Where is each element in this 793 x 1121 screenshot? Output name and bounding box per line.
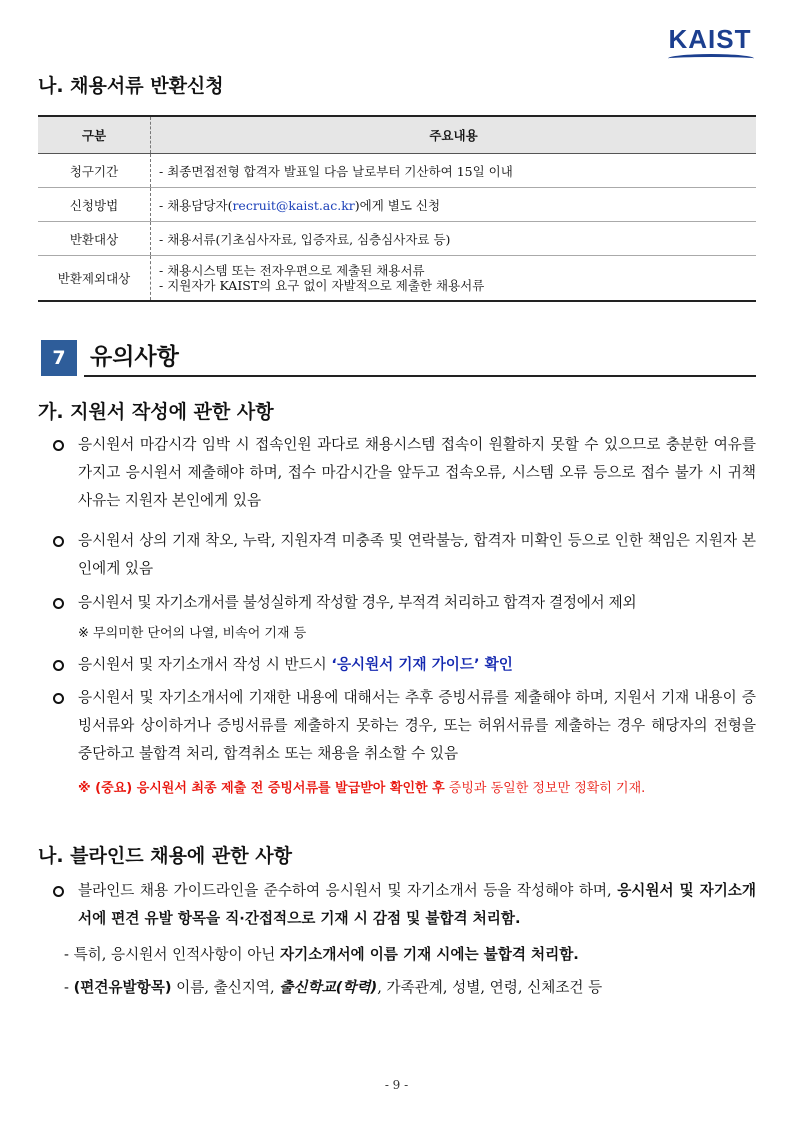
row-content (151, 188, 757, 222)
bias-items-school: 출신학교(학력) (279, 979, 378, 996)
notice-item-evidence: 응시원서 및 자기소개서에 기재한 내용에 대해서는 추후 증빙서류를 제출해야 하며, 지원서 기재 내용이 증빙서류와 상이하거나 증빙서류를 제출하지 못하는 경우, 또는 허위서류를 제출하는 경우 해당자의 전형을 중단하고 불합격 처리, 합격취소 또는 채용을 취소할 수 있음 (78, 689, 756, 762)
row-content-line: - 채용시스템 또는 전자우편으로 제출된 채용서류 (159, 263, 425, 278)
section-divider (84, 375, 756, 377)
row-content-pre: - 채용담당자( (159, 197, 233, 213)
bias-items-label: (편견유발항목) (73, 979, 172, 996)
logo-swoosh (668, 54, 754, 63)
blind-text-bold: 응시원서 및 자기소개서에 편견 유발 항목을 직·간접적으로 기재 시 감점 및 불합격 처리함. (78, 882, 756, 927)
note-insincere-examples: ※ 무의미한 단어의 나열, 비속어 기재 등 (78, 626, 307, 641)
row-content: - 최종면접전형 합격자 발표일 다음 날로부터 기산하여 15일 이내 (151, 154, 757, 188)
notice-item-guide (78, 651, 756, 679)
table-row (38, 154, 756, 188)
row-label: 신청방법 (38, 188, 151, 222)
notice-item-blind (78, 877, 756, 933)
bullet-circle-icon (53, 693, 64, 704)
bullet-circle-icon (53, 598, 64, 609)
guide-text: 응시원서 및 자기소개서 작성 시 반드시 (78, 656, 332, 673)
section-title: 유의사항 (90, 344, 179, 370)
subsection-heading-application: 가. 지원서 작성에 관한 사항 (38, 401, 274, 423)
dash-prefix: - (64, 979, 74, 996)
row-content: - 채용서류(기초심사자료, 입증자료, 심층심사자료 등) (151, 222, 757, 256)
dash-text-bold: 자기소개서에 이름 기재 시에는 불합격 처리함. (280, 946, 579, 963)
bias-items-rest: , 가족관계, 성별, 연령, 신체조건 등 (377, 979, 603, 996)
table-row (38, 188, 756, 222)
row-content-line: - 지원자가 KAIST의 요구 없이 자발적으로 제출한 채용서류 (159, 278, 485, 293)
row-content-post: )에게 별도 신청 (354, 197, 441, 213)
dash-item-self-intro (64, 941, 764, 969)
table-header-row (38, 116, 756, 154)
logo-text: KAIST (668, 24, 752, 54)
table-header-content: 주요내용 (151, 116, 757, 154)
section-number-badge: 7 (41, 340, 77, 376)
bullet-circle-icon (53, 886, 64, 897)
notice-item-insincere: 응시원서 및 자기소개서를 불성실하게 작성할 경우, 부적격 처리하고 합격자 결정에서 제외 (78, 594, 637, 611)
page-number: - 9 - (384, 1078, 409, 1092)
bias-items-text: 이름, 출신지역, (171, 979, 280, 996)
bullet-circle-icon (53, 660, 64, 671)
table-row (38, 222, 756, 256)
blind-text: 블라인드 채용 가이드라인을 준수하여 응시원서 및 자기소개서 등을 작성해야 하며, (78, 882, 618, 899)
row-content (151, 256, 757, 302)
kaist-logo (664, 24, 756, 60)
note-important-evidence (78, 779, 768, 799)
row-label: 반환대상 (38, 222, 151, 256)
subsection-heading-blind: 나. 블라인드 채용에 관한 사항 (38, 845, 292, 867)
bullet-circle-icon (53, 536, 64, 547)
important-note-bold: ※ (중요) 응시원서 최종 제출 전 증빙서류를 발급받아 확인한 후 (78, 781, 445, 796)
document-return-table (38, 115, 756, 302)
important-note-rest: 증빙과 동일한 정보만 정확히 기재. (444, 781, 646, 796)
notice-item-deadline: 응시원서 마감시각 임박 시 접속인원 과다로 채용시스템 접속이 원활하지 못할 수 있으므로 충분한 여유를 가지고 응시원서 제출해야 하며, 접수 마감시간을 앞두고 접속오류, 시스템 오류 등으로 접수 불가 시 귀책사유는 지원자 본인에게 있음 (78, 436, 756, 509)
email-link[interactable]: recruit@kaist.ac.kr (232, 197, 355, 213)
notice-item-responsibility: 응시원서 상의 기재 착오, 누락, 지원자격 미충족 및 연락불능, 합격자 미확인 등으로 인한 책임은 지원자 본인에게 있음 (78, 532, 756, 577)
row-label: 청구기간 (38, 154, 151, 188)
section-heading-document-return: 나. 채용서류 반환신청 (38, 75, 224, 97)
table-header-category: 구분 (38, 116, 151, 154)
table-row (38, 256, 756, 302)
bullet-circle-icon (53, 440, 64, 451)
dash-item-bias-items (64, 974, 764, 1002)
guide-highlight: ‘응시원서 기재 가이드’ 확인 (331, 656, 513, 673)
dash-text: - 특히, 응시원서 인적사항이 아닌 (64, 946, 281, 963)
row-label: 반환제외대상 (38, 256, 151, 302)
